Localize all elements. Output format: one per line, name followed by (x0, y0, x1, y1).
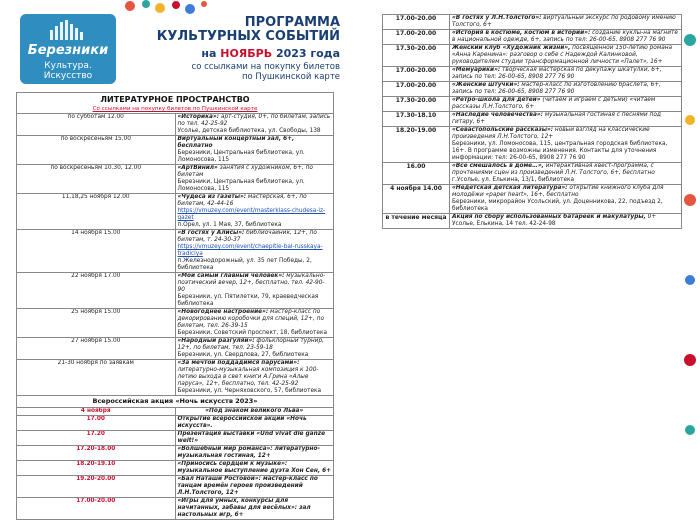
event-description: посвящённой 150-летию романа «Анна Каренина»: разговор о себе с Надеждой Калинковой, руководителем студии трансформационной личности «Палет», 16+ (452, 45, 673, 65)
schedule-row (17, 194, 334, 230)
action-text: Открытие всероссийской акции «Ночь искусств». (175, 416, 334, 431)
event-date: 14 ноября 15.00 (17, 230, 176, 273)
event-date: 21-30 ноября по заявкам (17, 360, 176, 396)
action-header-row (17, 396, 334, 408)
schedule-row (383, 45, 682, 67)
event-title: Женский клуб «Художник жизни», (452, 45, 571, 51)
action-date: 4 ноября (17, 408, 176, 416)
schedule-row (383, 185, 682, 214)
section-header: ЛИТЕРАТУРНОЕ ПРОСТРАНСТВО Со ссылками на покупку билетов по Пушкинской карте (17, 93, 334, 114)
program-page-right (372, 0, 688, 450)
literary-schedule-table (16, 92, 334, 520)
event-title: «Народный разгуляй»: (177, 338, 255, 344)
event-place: Березники, ул. Свердлова, 27, библиотека (177, 352, 309, 358)
event-title: «Историка»: (177, 114, 220, 120)
event-cell (450, 185, 682, 214)
event-place: Усолье, Елькина, 14 тел. 42-24-98 (452, 221, 556, 227)
event-cell (450, 112, 682, 127)
action-row (17, 416, 334, 431)
event-description: мастер-класс по изготовлению браслета, 6+, запись по тел: 26-00-65, 8908 277 76 90 (452, 82, 661, 95)
event-cell (450, 30, 682, 45)
logo-title: Березники (27, 43, 109, 58)
event-description: музыкально-поэтический вечер, 12+, бесплатно, тел. 42-90-90 (177, 273, 326, 293)
action-row (17, 431, 334, 446)
event-time: 17.00-20.00 (383, 15, 450, 30)
event-place: Березники, ул. Черняховского, 57, библиотека (177, 388, 322, 394)
event-title: Акция по сбору использованных батареек и макулатуры, (452, 214, 646, 220)
program-title: ПРОГРАММА КУЛЬТУРНЫХ СОБЫТИЙ (156, 15, 340, 44)
schedule-row (17, 309, 334, 338)
event-title: «Мой самый главный человек»: (177, 273, 285, 279)
event-title: «Ретро-школа для детей» (452, 97, 541, 103)
schedule-row (383, 30, 682, 45)
event-time: 17.00-20.00 (383, 30, 450, 45)
action-date-row (17, 408, 334, 416)
event-place: г.Усолье, ул. Елькина, 13/1, библиотека (452, 177, 575, 183)
event-time: 17.00-20.00 (383, 82, 450, 97)
event-title: «В гостях у Алисы»: (177, 230, 245, 236)
event-place: п.Железнодорожный, ул. 35 лет Победы, 2, библиотека (177, 258, 312, 271)
event-place: п.Орел, ул. 1 Мая, 37, библиотека (177, 222, 282, 228)
event-description: (читаем и играем с детьми) «читаем рассказы Л.Н.Толстого, 6+ (452, 97, 656, 110)
event-time: в течение месяца (383, 214, 450, 229)
event-title: Виртуальный концертный зал, 6+, бесплатно (177, 136, 295, 149)
logo-subtitle: Культура. Искусство (43, 61, 93, 81)
schedule-row (17, 114, 334, 136)
schedule-row (383, 15, 682, 30)
event-description: фольклорный турнир, 12+, по билетам, тел. 23-59-18 (177, 338, 324, 351)
action-time: 17.00-20.00 (17, 498, 176, 520)
logo-bars-icon (50, 20, 86, 40)
event-place: Березники, Центральная библиотека, ул. Ломоносова, 115 (177, 150, 305, 163)
event-cell (450, 82, 682, 97)
event-time: 17.30-20.00 (383, 45, 450, 67)
schedule-row (17, 338, 334, 360)
action-time: 17.20-18.00 (17, 446, 176, 461)
event-title: «Мемуарики»: (452, 67, 501, 73)
schedule-row (17, 273, 334, 309)
action-row (17, 476, 334, 498)
event-title: «История в костюме, костюм в истории»: (452, 30, 591, 36)
event-date: 25 ноября 15.00 (17, 309, 176, 338)
schedule-row (17, 165, 334, 194)
action-title: Всероссийская акция «Ночь искусств 2023» (17, 396, 334, 408)
event-description: занятия с художником, 6+, по билетам (177, 165, 313, 178)
event-place: Усолье, детская библиотека, ул. Свободы, 138 (177, 128, 321, 134)
schedule-row (383, 112, 682, 127)
ticket-link[interactable]: https://vmuzey.com/event/masterklass-chudesa-iz-gazet (177, 208, 326, 221)
event-cell (450, 67, 682, 82)
event-time: 16.00 (383, 163, 450, 185)
event-cell (450, 163, 682, 185)
event-description: мастерская, 6+, по билетам, 42-44-16 (177, 194, 307, 207)
event-cell (175, 360, 334, 396)
event-description: интерактивная квест-программа, с прочтениями сцен из произведений Л.Н. Толстого, 6+, бесплатно (452, 163, 655, 176)
event-cell (175, 230, 334, 273)
action-time: 19.20-20.00 (17, 476, 176, 498)
event-title: «За мечтой поддадимся парусами»: (177, 360, 300, 366)
event-title: «Севастопольские рассказы»: (452, 127, 554, 133)
program-subnote: со ссылками на покупку билетов по Пушкинской карте (191, 62, 340, 82)
schedule-row (383, 127, 682, 163)
event-description: виртуальный экскурс по родовому имению Толстого, 6+ (452, 15, 676, 28)
action-time: 17.20 (17, 431, 176, 446)
event-cell (175, 136, 334, 165)
event-title: «АртВинил» (177, 165, 218, 171)
event-time: 4 ноября 14.00 (383, 185, 450, 214)
event-cell (175, 309, 334, 338)
event-date: по воскресеньям 15.00 (17, 136, 176, 165)
action-text: «Игры для умных, конкурсы для начитанных, забавы для весёлых»: зал настольных игр, 6+ (175, 498, 334, 520)
schedule-row (383, 67, 682, 82)
schedule-row (383, 214, 682, 229)
event-cell (450, 97, 682, 112)
event-cell (450, 15, 682, 30)
night-of-arts-table (382, 14, 682, 229)
schedule-row (383, 97, 682, 112)
event-place: Березники, Центральная библиотека, ул. Ломоносова, 115 (177, 179, 305, 192)
event-description: творческая мастерская по декупажу шкатулки, 6+, запись по тел: 26-00-65, 8908 277 76 90 (452, 67, 662, 80)
event-title: «В гостях у Л.Н.Толстого»: (452, 15, 542, 21)
schedule-row (17, 230, 334, 273)
event-cell (450, 45, 682, 67)
event-cell (450, 127, 682, 163)
event-description: новый взгляд на классические произведения Л.Н.Толстого, 12+ (452, 127, 650, 140)
event-description: библиочайник, 12+, по билетам, т. 24-30-37 (177, 230, 317, 243)
event-description: открытие книжного клуба для молодёжи «paper heart», 16+, бесплатно (452, 185, 664, 198)
action-time: 18.20-19.10 (17, 461, 176, 476)
event-description: 0+ (645, 214, 657, 220)
event-description: арт-студия, 0+, по билетам, запись по тел. 42-25-92 (177, 114, 331, 127)
program-page-left (0, 0, 340, 518)
event-description: музыкальная гостиная с песнями под гитару, 6+ (452, 112, 661, 125)
event-cell (175, 165, 334, 194)
event-place: Березники, ул. Пятилетки, 79, краеведческая библиотека (177, 294, 319, 307)
schedule-row (17, 360, 334, 396)
action-text: «Приносись сердцем к музыке»: музыкальное выступление дуэта Хон Сен, 6+ (175, 461, 334, 476)
event-title: «Наследие человечества»: (452, 112, 543, 118)
event-place: Березники, ул. Ломоносова, 115, центральная городская библиотека, 16+. В программе возможны изменения. Контакты для уточнения информации: тел: 26-00-65, 8908 277 76 90 (452, 141, 668, 161)
event-title: «Женские штучки»: (452, 82, 520, 88)
event-cell (175, 194, 334, 230)
event-cell (175, 338, 334, 360)
event-description: мастер-класс по декорированию коробочки для специй, 12+, по билетам, тел. 26-39-15 (177, 309, 324, 329)
event-time: 17.30-20.00 (383, 97, 450, 112)
schedule-row (17, 136, 334, 165)
action-row (17, 498, 334, 520)
event-date: по воскресеньям 10.30, 12.00 (17, 165, 176, 194)
event-cell (450, 214, 682, 229)
event-description: создание куклы-на магните в национальной одежде, 6+, запись по тел: 26-00-65, 8908 277 76 90 (452, 30, 678, 43)
action-row (17, 446, 334, 461)
event-title: «Недетская детская литература»: (452, 185, 568, 191)
action-heading: «Под знаком великого Льва» (175, 408, 334, 416)
event-place: Березники, микрорайон Усольский, ул. Доценникова, 22, подъезд 2, библиотека (452, 199, 663, 212)
event-description: литературно-музыкальная композиция к 100-летию выхода в свет книги А.Грина «Алые паруса», 12+, бесплатно, тел. 42-25-92 (177, 367, 319, 387)
event-time: 18.20-19.00 (383, 127, 450, 163)
city-culture-logo (20, 14, 116, 84)
ticket-link[interactable]: https://vmuzey.com/event/chaepitie-bal-russkaya-tradiciya (177, 244, 323, 257)
event-time: 17.00-20.00 (383, 67, 450, 82)
action-text: «Бал Наташи Ростовой»: мастер-класс по танцам времён героев произведений Л.Н.Толстого, 12+ (175, 476, 334, 498)
event-date: 27 ноября 15.00 (17, 338, 176, 360)
program-month: на НОЯБРЬ 2023 года (201, 47, 340, 60)
event-date: 22 ноября 17.00 (17, 273, 176, 309)
event-cell (175, 114, 334, 136)
event-date: по субботам 12.00 (17, 114, 176, 136)
action-text: «Волшебный мир романса»: литературно-музыкальная гостиная, 12+ (175, 446, 334, 461)
schedule-row (383, 82, 682, 97)
event-time: 17.30-18.10 (383, 112, 450, 127)
action-text: Презентация выставки «Und vivat die ganze welt!» (175, 431, 334, 446)
event-title: «Всё смешалось в доме…», (452, 163, 544, 169)
event-place: Березники, Советский проспект, 18, библиотека (177, 330, 328, 336)
action-time: 17.00 (17, 416, 176, 431)
schedule-row (383, 163, 682, 185)
event-cell (175, 273, 334, 309)
action-row (17, 461, 334, 476)
event-title: «Чудеса из газеты»: (177, 194, 247, 200)
ornament-right-icon (680, 0, 700, 450)
event-title: «Новогоднее настроение»: (177, 309, 269, 315)
event-date: 11,18,25 ноября 12.00 (17, 194, 176, 230)
